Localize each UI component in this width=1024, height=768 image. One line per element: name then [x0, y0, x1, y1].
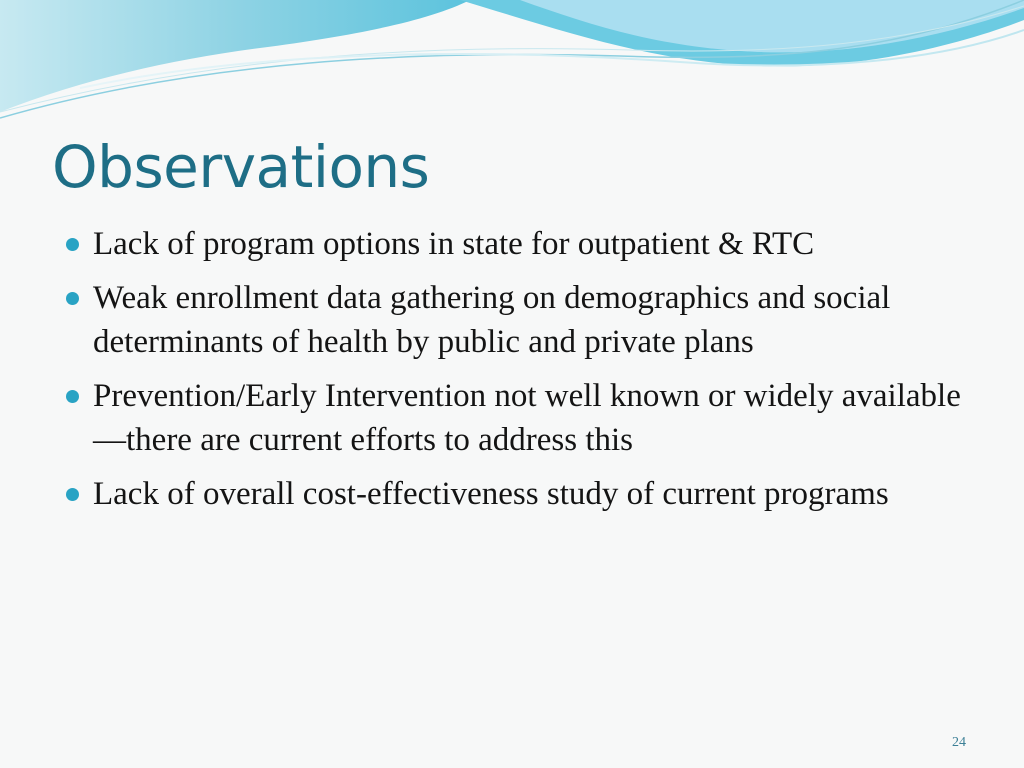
bullet-list — [66, 222, 986, 526]
bullet-text: Prevention/Early Intervention not well known or widely available—there are current efforts to address this — [93, 378, 961, 458]
bullet-item — [66, 472, 986, 516]
header-wave-graphic — [0, 0, 1024, 130]
bullet-dot-icon — [66, 488, 79, 501]
bullet-text: Lack of program options in state for outpatient & RTC — [93, 226, 815, 262]
bullet-item — [66, 222, 986, 266]
bullet-text: Lack of overall cost-effectiveness study of current programs — [93, 476, 889, 512]
bullet-text: Weak enrollment data gathering on demographics and social determinants of health by public and private plans — [93, 280, 891, 360]
slide-title: Observations — [52, 133, 430, 201]
bullet-item — [66, 276, 986, 364]
page-number: 24 — [952, 735, 966, 750]
bullet-dot-icon — [66, 390, 79, 403]
bullet-dot-icon — [66, 292, 79, 305]
bullet-item — [66, 374, 986, 462]
bullet-dot-icon — [66, 238, 79, 251]
